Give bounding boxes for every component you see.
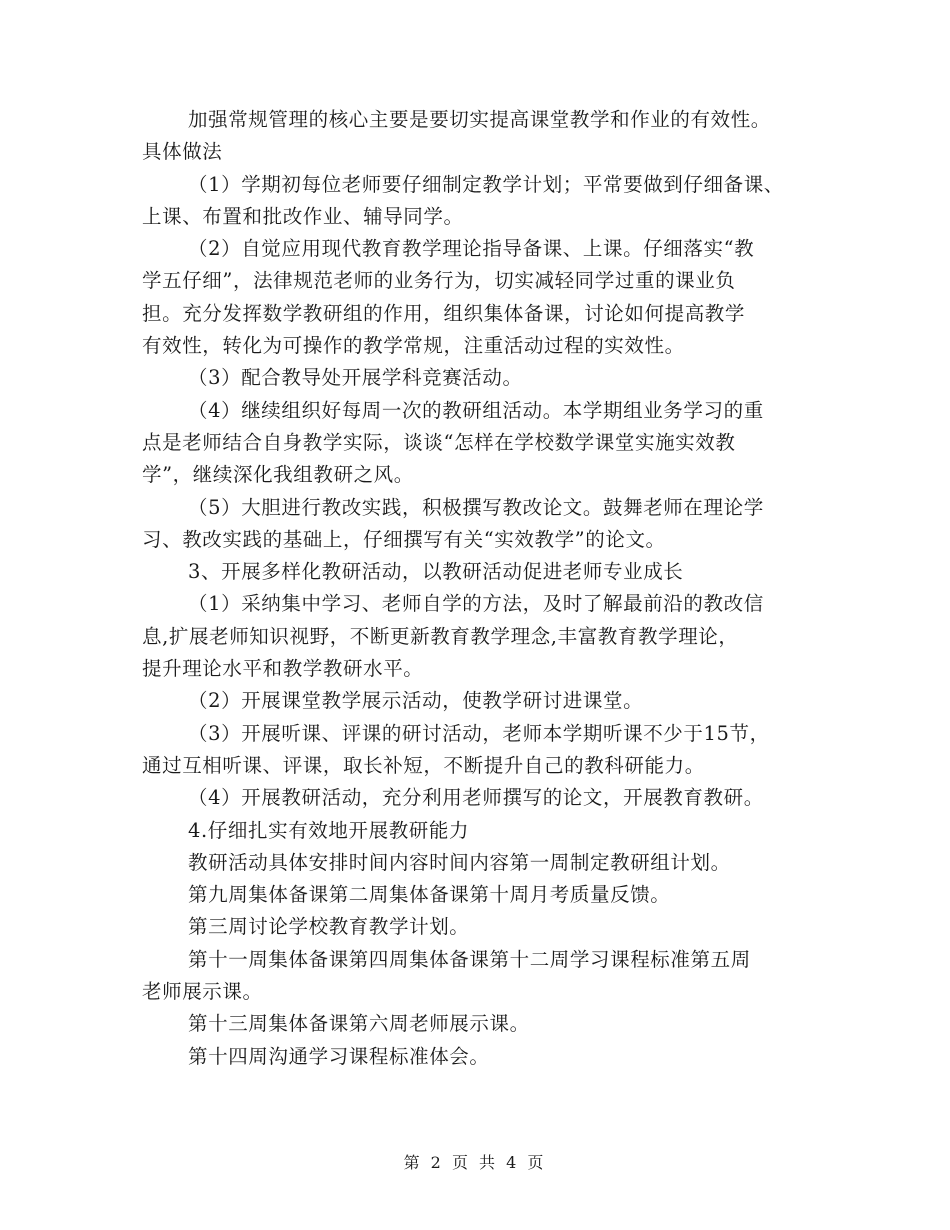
schedule-line bbox=[142, 1008, 822, 1040]
text-line: 点是老师结合自身教学实际，谈谈“怎样在学校数学课堂实施实效教 bbox=[142, 430, 736, 454]
schedule-line bbox=[142, 944, 822, 1009]
text-line: （3）配合教导处开展学科竞赛活动。 bbox=[188, 366, 523, 390]
text-line: 加强常规管理的核心主要是要切实提高课堂教学和作业的有效性。 bbox=[188, 108, 771, 131]
text-line: （2）开展课堂教学展示活动，使教学研讨进课堂。 bbox=[188, 689, 644, 713]
section-heading-3 bbox=[142, 556, 822, 588]
schedule-line bbox=[142, 879, 822, 911]
text-line: （4）继续组织好每周一次的教研组活动。本学期组业务学习的重 bbox=[188, 398, 764, 422]
text-line: 第九周集体备课第二周集体备课第十周月考质量反馈。 bbox=[188, 883, 671, 907]
schedule-line bbox=[142, 847, 822, 879]
paragraph-item-2 bbox=[142, 233, 822, 362]
paragraph-sub-1 bbox=[142, 588, 822, 685]
paragraph-sub-3 bbox=[142, 718, 822, 783]
text-line: 第三周讨论学校教育教学计划。 bbox=[188, 915, 470, 939]
document-body bbox=[142, 104, 822, 1073]
text-line: （1）学期初每位老师要仔细制定教学计划；平常要做到仔细备课、 bbox=[188, 172, 784, 196]
text-line: 具体做法 bbox=[142, 140, 223, 164]
text-line: 提升理论水平和教学教研水平。 bbox=[142, 657, 424, 681]
paragraph-sub-4 bbox=[142, 782, 822, 814]
text-line: 息,扩展老师知识视野，不断更新教育教学理念,丰富教育教学理论， bbox=[142, 624, 739, 648]
section-heading-4 bbox=[142, 815, 822, 847]
text-line: （4）开展教研活动，充分利用老师撰写的论文，开展教育教研。 bbox=[188, 786, 764, 810]
text-line: 第十一周集体备课第四周集体备课第十二周学习课程标准第五周 bbox=[188, 947, 751, 971]
paragraph-item-5 bbox=[142, 492, 822, 557]
schedule-line bbox=[142, 1041, 822, 1073]
text-line: （3）开展听课、评课的研讨活动，老师本学期听课不少于15节， bbox=[188, 721, 770, 745]
text-line: （1）采纳集中学习、老师自学的方法，及时了解最前沿的教改信 bbox=[188, 592, 764, 616]
paragraph-item-3 bbox=[142, 362, 822, 394]
text-line: 有效性，转化为可操作的教学常规，注重活动过程的实效性。 bbox=[142, 334, 685, 358]
paragraph-item-1 bbox=[142, 169, 822, 234]
text-line: 学”，继续深化我组教研之风。 bbox=[142, 463, 414, 487]
text-line: 学五仔细”，法律规范老师的业务行为，切实减轻同学过重的课业负 bbox=[142, 269, 736, 293]
text-line: 习、教改实践的基础上，仔细撰写有关“实效教学”的论文。 bbox=[142, 527, 666, 551]
schedule-line bbox=[142, 911, 822, 943]
text-line: 上课、布置和批改作业、辅导同学。 bbox=[142, 204, 464, 228]
text-line: 第十三周集体备课第六周老师展示课。 bbox=[188, 1012, 530, 1036]
text-line: 3、开展多样化教研活动，以教研活动促进老师专业成长 bbox=[188, 560, 684, 584]
text-line: 担。充分发挥数学教研组的作用，组织集体备课，讨论如何提高教学 bbox=[142, 301, 746, 325]
page-number-footer: 第 2 页 共 4 页 bbox=[403, 1153, 547, 1172]
text-line: 教研活动具体安排时间内容时间内容第一周制定教研组计划。 bbox=[188, 850, 731, 874]
text-line: 通过互相听课、评课，取长补短，不断提升自己的教科研能力。 bbox=[142, 753, 705, 777]
text-line: 第十四周沟通学习课程标准体会。 bbox=[188, 1044, 490, 1068]
text-line: （5）大胆进行教改实践，积极撰写教改论文。鼓舞老师在理论学 bbox=[188, 495, 764, 519]
text-line: 老师展示课。 bbox=[142, 980, 263, 1004]
text-line: 4.仔细扎实有效地开展教研能力 bbox=[188, 818, 470, 842]
text-line: （2）自觉应用现代教育教学理论指导备课、上课。仔细落实“教 bbox=[188, 237, 755, 261]
paragraph-sub-2 bbox=[142, 685, 822, 717]
paragraph-item-4 bbox=[142, 395, 822, 492]
paragraph-core-management bbox=[142, 104, 822, 169]
